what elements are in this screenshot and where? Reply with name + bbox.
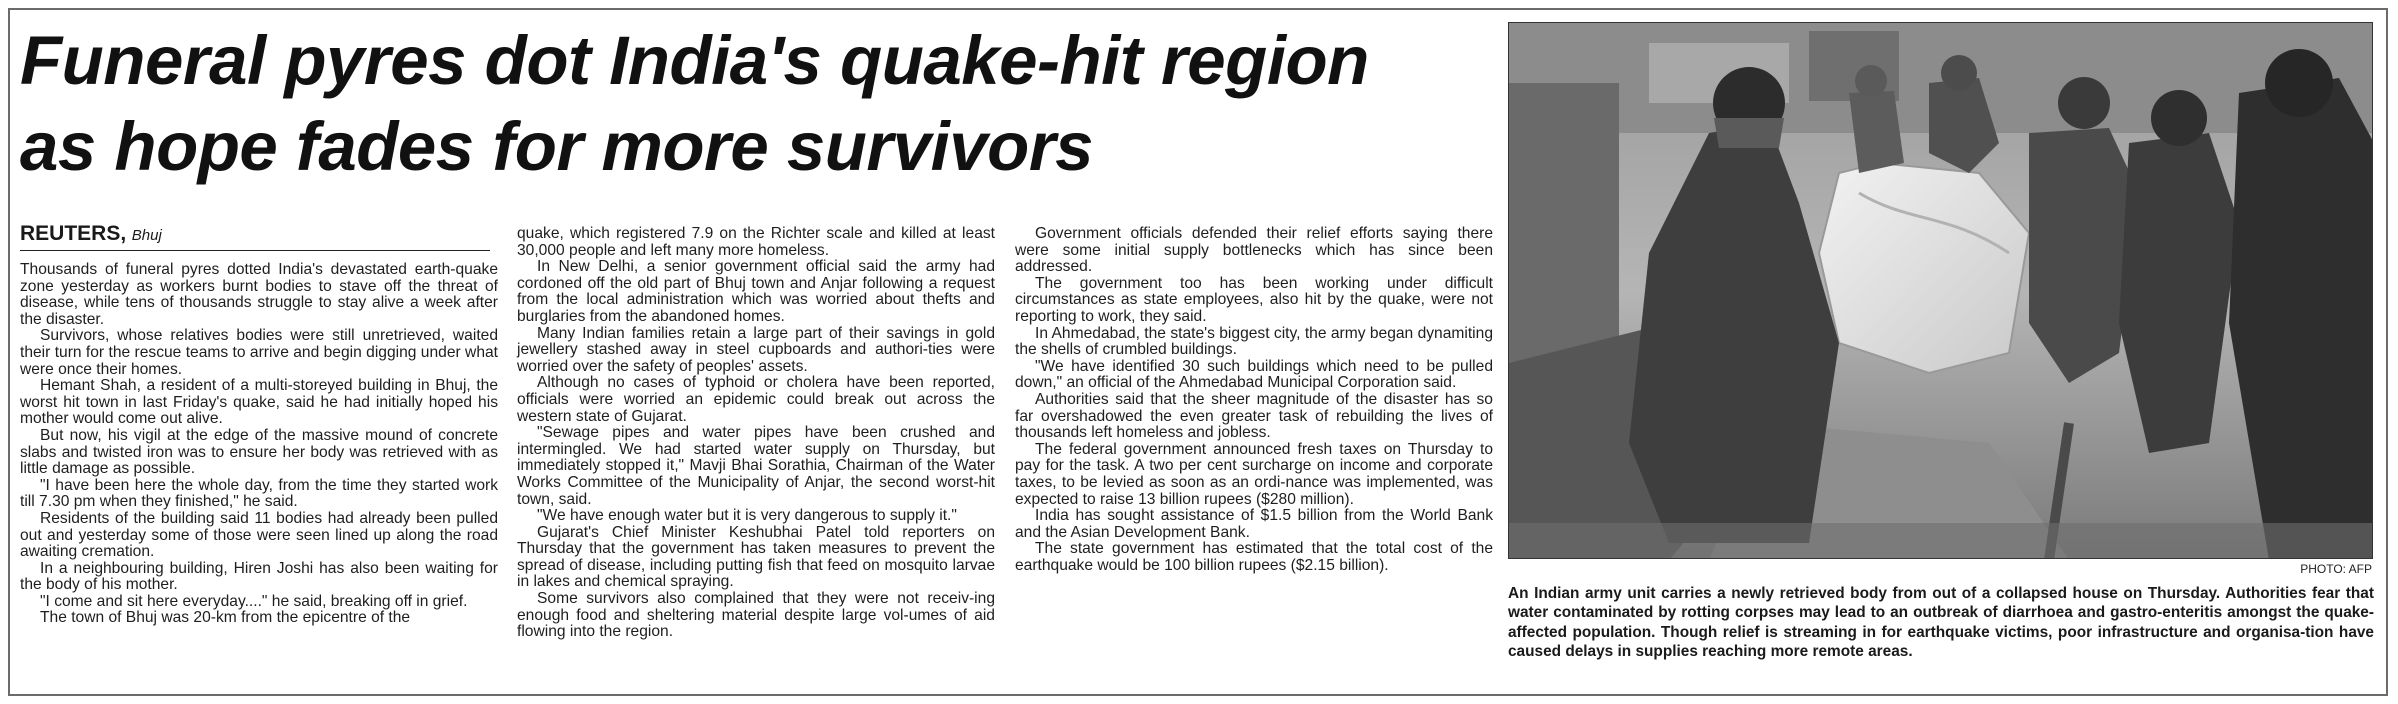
- headline-line-2: as hope fades for more survivors: [20, 108, 1094, 185]
- paragraph: "I have been here the whole day, from the time they started work till 7.30 pm when they finished," he said.: [20, 476, 498, 511]
- paragraph: Authorities said that the sheer magnitude of the disaster has so far overshadowed the even greater task of rebuilding the lives of thousands left homeless and jobless.: [1015, 390, 1493, 442]
- paragraph: In New Delhi, a senior government official said the army had cordoned off the old part of Bhuj town and Anjar following a request from the local administration which was worried about thefts and burglaries from the abandoned homes.: [517, 258, 995, 325]
- paragraph: Some survivors also complained that they were not receiv-ing enough food and sheltering material despite large vol-umes of aid flowing into the region.: [517, 590, 995, 641]
- paragraph: Survivors, whose relatives bodies were still unretrieved, waited their turn for the rescue teams to arrive and begin digging under what were once their homes.: [20, 327, 498, 378]
- paragraph: "We have enough water but it is very dangerous to supply it.": [537, 507, 957, 525]
- byline-agency: REUTERS,: [20, 222, 127, 245]
- headline: [20, 18, 1490, 190]
- paragraph: Many Indian families retain a large part of their savings in gold jewellery stashed away in steel cupboards and authori-ties were worried over the safety of peoples' assets.: [517, 324, 995, 375]
- paragraph: In a neighbouring building, Hiren Joshi has also been waiting for the body of his mother.: [20, 559, 498, 594]
- news-photo: [1508, 22, 2373, 559]
- paragraph: But now, his vigil at the edge of the massive mound of concrete slabs and twisted iron was to ensure her body was retrieved with as little damage as possible.: [20, 426, 498, 478]
- photo-credit: PHOTO: AFP: [2300, 562, 2372, 576]
- paragraph: Government officials defended their relief efforts saying there were some initial supply bottlenecks which has since been addressed.: [1015, 225, 1493, 276]
- photo-caption: An Indian army unit carries a newly retrieved body from out of a collapsed house on Thursday. Authorities fear that water contaminated by rotting corpses may lead to an outbreak of diarrhoea and gastro-enteritis amongst the quake-affected population. Though relief is streaming in for earthquake victims, poor infrastructure and organisa-tion have caused delays in supplies reaching more remote areas.: [1508, 585, 2374, 661]
- paragraph: The town of Bhuj was 20-km from the epicentre of the: [40, 609, 411, 627]
- headline-line-1: Funeral pyres dot India's quake-hit region: [20, 22, 1369, 99]
- paragraph: The state government has estimated that the total cost of the earthquake would be 100 billion rupees ($2.15 billion).: [1015, 540, 1493, 574]
- paragraph: "I come and sit here everyday...." he said, breaking off in grief.: [40, 592, 468, 610]
- paragraph: "We have identified 30 such buildings which need to be pulled down," an official of the Ahmedabad Municipal Corporation said.: [1015, 357, 1493, 392]
- article-column-1: [20, 262, 498, 627]
- paragraph: In Ahmedabad, the state's biggest city, the army began dynamiting the shells of crumbled buildings.: [1015, 324, 1493, 359]
- paragraph: India has sought assistance of $1.5 billion from the World Bank and the Asian Development Bank.: [1015, 507, 1493, 541]
- paragraph: Hemant Shah, a resident of a multi-storeyed building in Bhuj, the worst hit town in last Friday's quake, said he had initially hoped his mother would come out alive.: [20, 377, 498, 428]
- paragraph: quake, which registered 7.9 on the Richter scale and killed at least 30,000 people and left many more homeless.: [517, 225, 995, 259]
- photo-illustration: [1509, 23, 2373, 559]
- byline: [20, 222, 490, 251]
- article-column-3: [1015, 226, 1493, 574]
- article-column-2: [517, 226, 995, 641]
- paragraph: "Sewage pipes and water pipes have been crushed and intermingled. We had started water supply on Thursday, but immediately stopped it," Mavji Bhai Sorathia, Chairman of the Water Works Committee of the Municipality of Anjar, the second worst-hit town, said.: [517, 424, 995, 508]
- paragraph: The government too has been working under difficult circumstances as state employees, also hit by the quake, were not reporting to work, they said.: [1015, 274, 1493, 325]
- paragraph: Although no cases of typhoid or cholera have been reported, officials were worried an epidemic could break out across the western state of Gujarat.: [517, 374, 995, 425]
- paragraph: Residents of the building said 11 bodies had already been pulled out and yesterday some of those were seen lined up along the road awaiting cremation.: [20, 509, 498, 561]
- paragraph: Thousands of funeral pyres dotted India's devastated earth-quake zone yesterday as workers burnt bodies to stave off the threat of disease, while tens of thousands struggle to stay alive a week after the disaster.: [20, 261, 498, 328]
- paragraph: The federal government announced fresh taxes on Thursday to pay for the task. A two per cent surcharge on income and corporate taxes, to be levied as soon as an ordi-nance was implemented, was expected to raise 13 billion rupees ($280 million).: [1015, 440, 1493, 508]
- byline-place: Bhuj: [131, 227, 162, 244]
- paragraph: Gujarat's Chief Minister Keshubhai Patel told reporters on Thursday that the government has taken measures to prevent the spread of disease, including putting fish that feed on mosquito larvae in lakes and chemical spraying.: [517, 523, 995, 591]
